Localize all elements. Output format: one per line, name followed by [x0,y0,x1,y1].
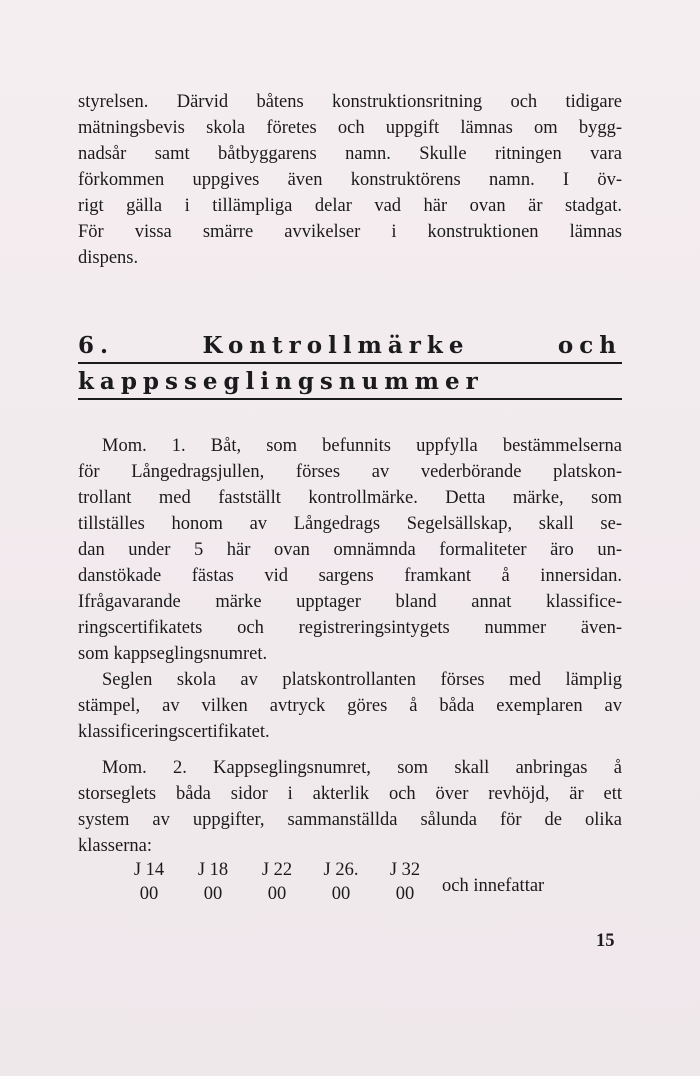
classes-tail-text: och innefattar [442,876,545,896]
text-line: mätningsbevis skola företes och uppgift lämnas om bygg- [78,118,622,138]
text-line: förkommen uppgives även konstruktörens namn. I öv- [78,170,622,190]
text-line: Seglen skola av platskontrollanten förses med lämplig [102,670,622,690]
class-sail-number: 00 [331,884,351,904]
page-number: 15 [596,931,615,951]
mom1-paragraph [78,433,622,667]
seglen-paragraph [78,667,622,745]
class-number: J 26. [323,860,359,880]
heading-rule-bottom [78,398,622,400]
text-line: rigt gälla i tillämpliga delar vad här ovan är stadgat. [78,196,622,216]
text-line: dispens. [78,248,139,268]
class-number: J 14 [133,860,165,880]
text-line: tillställes honom av Långedrags Segelsällskap, skall se- [78,514,622,534]
text-line: för Långedragsjullen, förses av vederbörande platskon- [78,462,622,482]
class-entry [188,858,238,906]
text-line: ringscertifikatets och registreringsintygets nummer även- [78,618,622,638]
text-line: stämpel, av vilken avtryck göres å båda exemplaren av [78,696,622,716]
class-number: J 18 [197,860,229,880]
text-line: dan under 5 här ovan omnämnda formaliteter äro un- [78,540,622,560]
text-line: trollant med fastställt kontrollmärke. Detta märke, som [78,488,622,508]
class-entry [124,858,174,906]
class-sail-number: 00 [267,884,287,904]
section-heading [78,332,622,404]
section-heading-line-2: kappsseglingsnummer [78,368,484,395]
text-line: system av uppgifter, sammanställda sålunda för de olika [78,810,622,830]
text-line: Ifrågavarande märke upptager bland annat klassifice- [78,592,622,612]
intro-paragraph [78,89,622,271]
heading-rule-top [78,362,622,364]
text-line: För vissa smärre avvikelser i konstruktionen lämnas [78,222,622,242]
class-number: J 22 [261,860,293,880]
section-heading-line-1: 6. Kontrollmärke och [78,332,622,359]
text-line: klasserna: [78,836,152,856]
text-line: som kappseglingsnumret. [78,644,268,664]
class-sail-number: 00 [395,884,415,904]
class-entry [380,858,430,906]
class-entry [252,858,302,906]
class-entry [316,858,366,906]
text-line: storseglets båda sidor i akterlik och över revhöjd, är ett [78,784,622,804]
text-line: Mom. 1. Båt, som befunnits uppfylla bestämmelserna [102,436,622,456]
text-line: klassificeringscertifikatet. [78,722,270,742]
text-line: danstökade fästas vid sargens framkant å innersidan. [78,566,622,586]
class-sail-number: 00 [203,884,223,904]
mom2-paragraph [78,755,622,859]
text-line: styrelsen. Därvid båtens konstruktionsritning och tidigare [78,92,622,112]
text-line: nadsår samt båtbyggarens namn. Skulle ritningen vara [78,144,622,164]
text-line: Mom. 2. Kappseglingsnumret, som skall anbringas å [102,758,622,778]
class-number: J 32 [389,860,421,880]
class-sail-number: 00 [139,884,159,904]
